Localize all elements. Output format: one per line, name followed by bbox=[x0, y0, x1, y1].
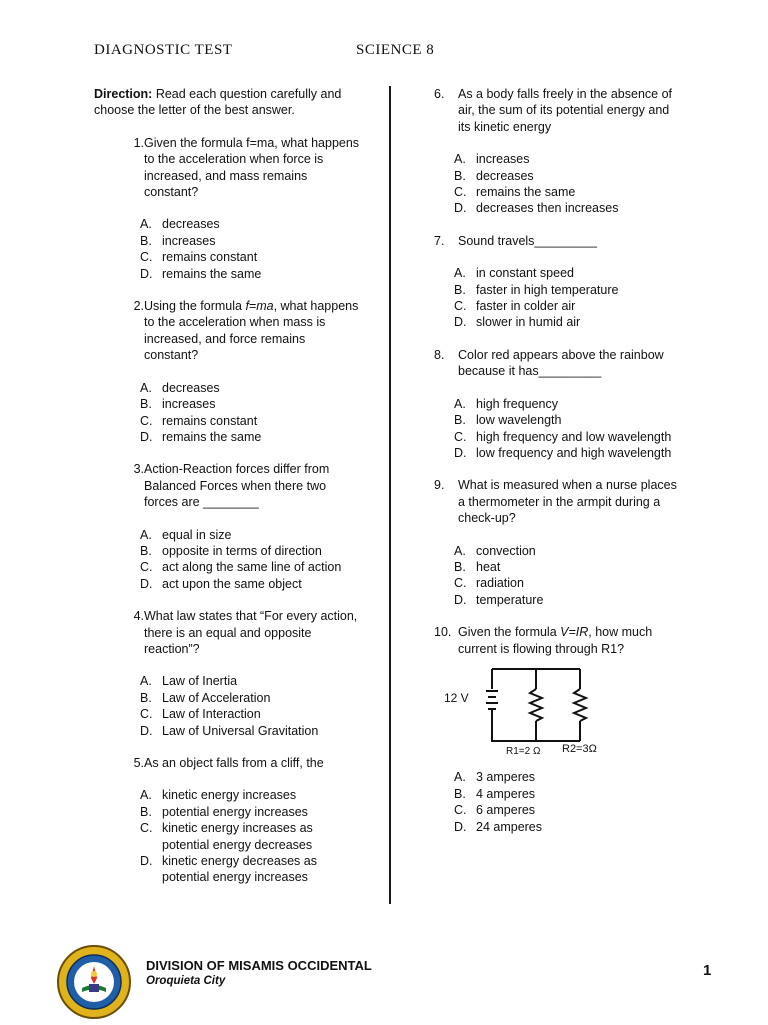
option-text: opposite in terms of direction bbox=[162, 543, 322, 558]
option-text: low wavelength bbox=[476, 413, 562, 428]
option bbox=[454, 396, 684, 412]
option-text: faster in high temperature bbox=[476, 282, 619, 297]
option-text: 4 amperes bbox=[476, 786, 536, 801]
option-letter: A. bbox=[454, 543, 466, 558]
option-text: decreases then increases bbox=[476, 201, 619, 216]
battery-symbol bbox=[486, 691, 498, 709]
question-6 bbox=[434, 86, 684, 135]
question-1-options bbox=[94, 216, 362, 282]
option-letter: D. bbox=[454, 445, 467, 460]
option bbox=[454, 429, 684, 445]
option-letter: B. bbox=[454, 413, 466, 428]
option-text: decreases bbox=[476, 168, 534, 183]
question-number: 6. bbox=[434, 87, 445, 101]
option bbox=[454, 168, 684, 184]
option-text: low frequency and high wavelength bbox=[476, 445, 672, 460]
option-text: heat bbox=[476, 559, 501, 574]
option-letter: D. bbox=[454, 201, 467, 216]
option bbox=[454, 298, 684, 314]
option-letter: A. bbox=[454, 770, 466, 785]
question-number: 5. bbox=[133, 756, 144, 770]
question-4 bbox=[94, 608, 362, 657]
option-text: Law of Inertia bbox=[162, 674, 238, 689]
option bbox=[140, 527, 362, 543]
option-letter: A. bbox=[454, 152, 466, 167]
formula: V=IR bbox=[560, 625, 589, 640]
option-letter: B. bbox=[454, 786, 466, 801]
directions bbox=[94, 86, 362, 119]
option bbox=[140, 543, 362, 559]
option bbox=[454, 543, 684, 559]
question-3 bbox=[94, 461, 362, 510]
subject-title: SCIENCE 8 bbox=[356, 42, 435, 58]
option-text: decreases bbox=[162, 217, 220, 232]
option bbox=[454, 592, 684, 608]
option-text: remains constant bbox=[162, 250, 258, 265]
question-text: Given the formula V=IR, how much current is flowing through R1? bbox=[458, 625, 653, 656]
option-text: high frequency bbox=[476, 396, 559, 411]
question-text: What law states that “For every action, there is an equal and opposite reaction”? bbox=[144, 609, 358, 656]
option-text: act along the same line of action bbox=[162, 560, 342, 575]
left-column bbox=[94, 86, 362, 902]
option-text: kinetic energy increases as potential energy decreases bbox=[162, 821, 313, 852]
option-letter: B. bbox=[140, 804, 152, 819]
option bbox=[140, 559, 362, 575]
option bbox=[454, 151, 684, 167]
option-letter: B. bbox=[454, 168, 466, 183]
option-text: convection bbox=[476, 543, 536, 558]
page-number: 1 bbox=[703, 962, 712, 979]
question-text: Given the formula f=ma, what happens to the acceleration when force is increased, and mass remains constant? bbox=[144, 135, 360, 200]
question-text: What is measured when a nurse places a thermometer in the armpit during a check-up? bbox=[458, 478, 677, 526]
option-letter: C. bbox=[140, 821, 153, 836]
option-text: potential energy increases bbox=[162, 804, 308, 819]
option-letter: D. bbox=[140, 854, 153, 869]
option-text: Law of Interaction bbox=[162, 707, 261, 722]
direction-label: Direction: bbox=[94, 87, 153, 101]
option-text: temperature bbox=[476, 592, 544, 607]
option-text: 6 amperes bbox=[476, 803, 536, 818]
option-letter: C. bbox=[454, 185, 467, 200]
test-title: DIAGNOSTIC TEST bbox=[94, 42, 233, 58]
column-divider bbox=[389, 86, 391, 904]
option-text: faster in colder air bbox=[476, 299, 576, 314]
option-text: decreases bbox=[162, 380, 220, 395]
option-letter: C. bbox=[454, 576, 467, 591]
question-number: 9. bbox=[434, 478, 445, 493]
option bbox=[454, 575, 684, 591]
option bbox=[454, 802, 684, 818]
option-letter: A. bbox=[454, 396, 466, 411]
option-letter: D. bbox=[454, 592, 467, 607]
option-text: in constant speed bbox=[476, 266, 574, 281]
option bbox=[140, 673, 362, 689]
option-text: increases bbox=[162, 233, 216, 248]
option-letter: D. bbox=[140, 429, 153, 444]
question-number: 3. bbox=[133, 462, 144, 477]
question-text: Sound travels_________ bbox=[458, 233, 598, 248]
option bbox=[140, 706, 362, 722]
option-text: Law of Universal Gravitation bbox=[162, 723, 319, 738]
option-text: kinetic energy decreases as potential energy increases bbox=[162, 854, 317, 885]
option bbox=[454, 200, 684, 216]
option-text: equal in size bbox=[162, 527, 232, 542]
division-name: DIVISION OF MISAMIS OCCIDENTAL bbox=[146, 958, 372, 973]
option-letter: A. bbox=[140, 674, 152, 689]
option-letter: D. bbox=[140, 576, 153, 591]
option-text: 24 amperes bbox=[476, 819, 543, 834]
question-2 bbox=[94, 298, 362, 364]
option bbox=[454, 445, 684, 461]
question-5 bbox=[94, 755, 362, 771]
seal-icon bbox=[56, 944, 132, 1020]
option-letter: C. bbox=[140, 560, 153, 575]
option bbox=[140, 249, 362, 265]
question-number: 7. bbox=[434, 233, 445, 248]
option-text: 3 amperes bbox=[476, 770, 536, 785]
question-number: 1. bbox=[133, 135, 144, 150]
option bbox=[140, 413, 362, 429]
question-4-options bbox=[94, 673, 362, 739]
option bbox=[454, 819, 684, 835]
city-name: Oroquieta City bbox=[146, 975, 226, 987]
option-text: remains constant bbox=[162, 413, 258, 428]
option-letter: C. bbox=[454, 429, 467, 444]
voltage-label: 12 V bbox=[444, 690, 469, 705]
option-letter: C. bbox=[454, 299, 467, 314]
question-6-options bbox=[434, 151, 684, 217]
option-text: radiation bbox=[476, 576, 524, 591]
option bbox=[140, 396, 362, 412]
question-text: As a body falls freely in the absence of air, the sum of its potential energy and its kinetic energy bbox=[458, 87, 673, 134]
question-9 bbox=[434, 477, 684, 526]
option bbox=[140, 804, 362, 820]
question-text: Color red appears above the rainbow because it has_________ bbox=[458, 347, 664, 379]
option-letter: B. bbox=[140, 397, 152, 412]
question-number: 4. bbox=[133, 609, 144, 624]
option-letter: A. bbox=[140, 217, 152, 232]
option-letter: D. bbox=[140, 266, 153, 281]
option bbox=[454, 314, 684, 330]
option-text: increases bbox=[162, 397, 216, 412]
question-3-options bbox=[94, 527, 362, 593]
option-letter: A. bbox=[140, 527, 152, 542]
option bbox=[140, 380, 362, 396]
option bbox=[140, 853, 362, 886]
option-letter: C. bbox=[140, 250, 153, 265]
r1-label: R1=2 Ω bbox=[506, 745, 541, 757]
option-letter: D. bbox=[454, 819, 467, 834]
option-letter: D. bbox=[454, 315, 467, 330]
question-text: As an object falls from a cliff, the bbox=[144, 756, 324, 770]
option bbox=[454, 786, 684, 802]
option-letter: A. bbox=[140, 788, 152, 803]
option-letter: A. bbox=[454, 266, 466, 281]
option-text: remains the same bbox=[162, 429, 262, 444]
option bbox=[454, 282, 684, 298]
question-number: 10. bbox=[434, 625, 452, 640]
option bbox=[140, 820, 362, 853]
option-letter: D. bbox=[140, 723, 153, 738]
option-letter: B. bbox=[140, 690, 152, 705]
option-text: high frequency and low wavelength bbox=[476, 429, 672, 444]
question-10-options bbox=[434, 769, 684, 835]
option bbox=[454, 412, 684, 428]
question-8 bbox=[434, 347, 684, 380]
option-text: remains the same bbox=[476, 185, 576, 200]
r2-label: R2=3Ω bbox=[562, 742, 597, 755]
resistor-r1-symbol bbox=[530, 689, 542, 721]
option-text: act upon the same object bbox=[162, 576, 302, 591]
question-5-options bbox=[94, 787, 362, 885]
option-text: increases bbox=[476, 152, 530, 167]
question-7-options bbox=[434, 265, 684, 331]
option-letter: A. bbox=[140, 380, 152, 395]
option-letter: C. bbox=[454, 803, 467, 818]
option bbox=[140, 233, 362, 249]
option bbox=[140, 576, 362, 592]
option bbox=[140, 266, 362, 282]
formula: f=ma bbox=[245, 299, 274, 314]
option bbox=[454, 559, 684, 575]
question-10 bbox=[434, 624, 684, 657]
option bbox=[454, 184, 684, 200]
option bbox=[454, 265, 684, 281]
option-text: slower in humid air bbox=[476, 315, 581, 330]
option bbox=[140, 429, 362, 445]
question-number: 8. bbox=[434, 347, 445, 362]
option bbox=[454, 769, 684, 785]
deped-seal-logo bbox=[56, 944, 132, 1025]
direction-text: Read each question carefully and choose the letter of the best answer. bbox=[94, 87, 342, 118]
option-letter: C. bbox=[140, 707, 153, 722]
option-text: Law of Acceleration bbox=[162, 690, 271, 705]
option-letter: B. bbox=[454, 559, 466, 574]
option-text: kinetic energy increases bbox=[162, 788, 297, 803]
question-text: Using the formula f=ma, what happens to the acceleration when mass is increased, and force remains constant? bbox=[144, 299, 359, 363]
option-letter: B. bbox=[454, 282, 466, 297]
option-text: remains the same bbox=[162, 266, 262, 281]
option-letter: B. bbox=[140, 233, 152, 248]
question-2-options bbox=[94, 380, 362, 446]
question-text: Action-Reaction forces differ from Balanced Forces when there two forces are ________ bbox=[144, 462, 330, 510]
question-number: 2. bbox=[133, 299, 144, 314]
option-letter: B. bbox=[140, 543, 152, 558]
circuit-diagram bbox=[442, 661, 684, 761]
question-1 bbox=[94, 135, 362, 201]
option-letter: C. bbox=[140, 413, 153, 428]
option bbox=[140, 787, 362, 803]
option bbox=[140, 216, 362, 232]
circuit-svg bbox=[442, 661, 612, 757]
resistor-r2-symbol bbox=[574, 689, 586, 721]
question-8-options bbox=[434, 396, 684, 462]
option bbox=[140, 690, 362, 706]
right-column bbox=[434, 86, 684, 851]
option bbox=[140, 723, 362, 739]
question-9-options bbox=[434, 543, 684, 609]
question-7 bbox=[434, 233, 684, 249]
